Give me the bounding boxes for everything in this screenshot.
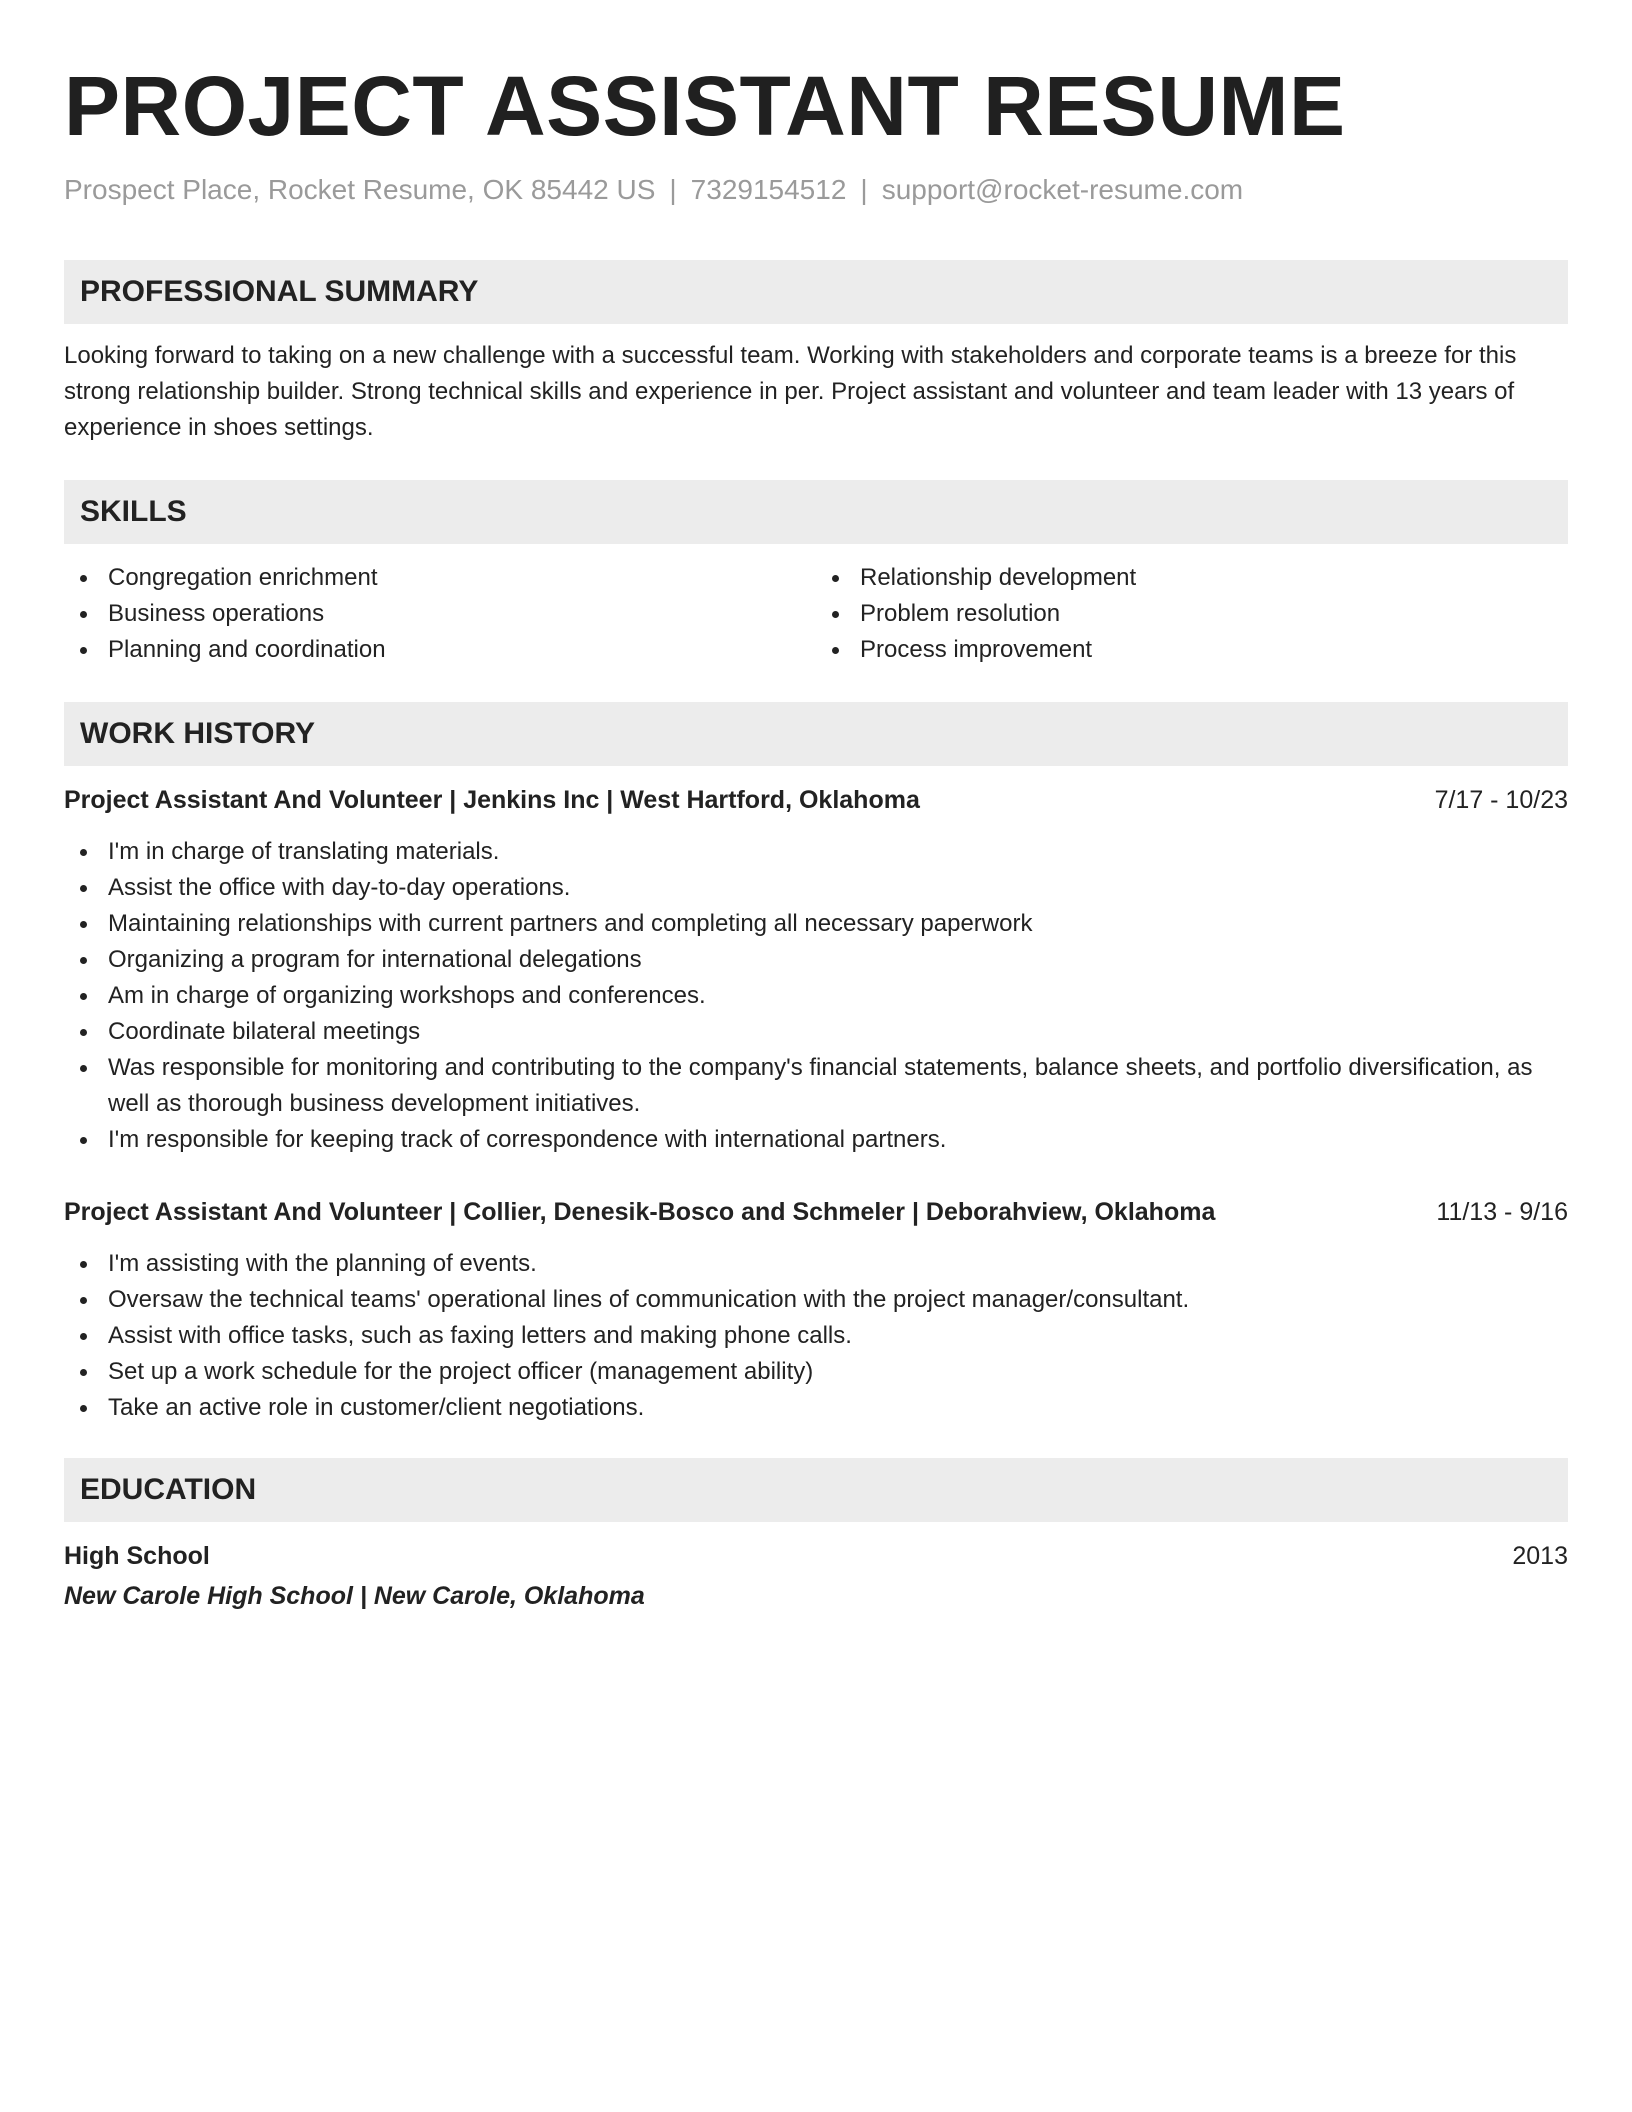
skill-item: Business operations xyxy=(64,596,816,632)
contact-address: Prospect Place, Rocket Resume, OK 85442 US xyxy=(64,174,656,205)
skills-column-right xyxy=(816,560,1568,668)
section-heading-skills: SKILLS xyxy=(64,480,1568,544)
education-year: 2013 xyxy=(1512,1542,1568,1570)
job-duty: Was responsible for monitoring and contributing to the company's financial statements, balance sheets, and portfolio diversification, as well as thorough business development initiatives. xyxy=(64,1050,1568,1122)
section-heading-summary: PROFESSIONAL SUMMARY xyxy=(64,260,1568,324)
job-duty: I'm in charge of translating materials. xyxy=(64,834,1568,870)
summary-text: Looking forward to taking on a new challenge with a successful team. Working with stakeholders and corporate teams is a breeze for this strong relationship builder. Strong technical skills and experience in per. Project assistant and volunteer and team leader with 13 years of experience in shoes settings. xyxy=(64,342,1517,441)
job-duty: I'm responsible for keeping track of correspondence with international partners. xyxy=(64,1122,1568,1158)
job-duty: I'm assisting with the planning of events. xyxy=(64,1246,1568,1282)
resume-title: PROJECT ASSISTANT RESUME xyxy=(64,59,1346,153)
job-duty: Set up a work schedule for the project officer (management ability) xyxy=(64,1354,1568,1390)
job-duty: Am in charge of organizing workshops and conferences. xyxy=(64,978,1568,1014)
skills-list xyxy=(64,560,1568,668)
job-duty: Coordinate bilateral meetings xyxy=(64,1014,1568,1050)
education-degree: High School xyxy=(64,1542,210,1570)
contact-email: support@rocket-resume.com xyxy=(881,174,1244,205)
section-heading-education: EDUCATION xyxy=(64,1458,1568,1522)
skill-item: Problem resolution xyxy=(816,596,1568,632)
skills-column-left xyxy=(64,560,816,668)
skill-item: Process improvement xyxy=(816,632,1568,668)
job-header xyxy=(64,782,1568,818)
job-duty: Organizing a program for international delegations xyxy=(64,942,1568,978)
job-title: Project Assistant And Volunteer | Jenkins Inc | West Hartford, Oklahoma xyxy=(64,786,920,814)
job-duty: Assist with office tasks, such as faxing letters and making phone calls. xyxy=(64,1318,1568,1354)
job-duties-list xyxy=(64,834,1568,1158)
education-school: New Carole High School | New Carole, Oklahoma xyxy=(64,1582,645,1610)
education-header xyxy=(64,1538,1568,1574)
contact-separator: | xyxy=(860,174,868,205)
contact-phone: 7329154512 xyxy=(690,174,847,205)
section-heading-work-history: WORK HISTORY xyxy=(64,702,1568,766)
skill-item: Relationship development xyxy=(816,560,1568,596)
job-title: Project Assistant And Volunteer | Collier, Denesik-Bosco and Schmeler | Deborahview, Oklahoma xyxy=(64,1198,1216,1226)
job-duty: Maintaining relationships with current partners and completing all necessary paperwork xyxy=(64,906,1568,942)
contact-separator: | xyxy=(669,174,677,205)
job-dates: 11/13 - 9/16 xyxy=(1436,1198,1568,1226)
job-duty: Take an active role in customer/client negotiations. xyxy=(64,1390,1568,1426)
contact-line xyxy=(64,172,1568,208)
job-header xyxy=(64,1194,1568,1230)
job-duty: Assist the office with day-to-day operations. xyxy=(64,870,1568,906)
job-duties-list xyxy=(64,1246,1568,1426)
job-duty: Oversaw the technical teams' operational lines of communication with the project manager/consultant. xyxy=(64,1282,1568,1318)
job-dates: 7/17 - 10/23 xyxy=(1434,786,1568,814)
skill-item: Planning and coordination xyxy=(64,632,816,668)
skill-item: Congregation enrichment xyxy=(64,560,816,596)
